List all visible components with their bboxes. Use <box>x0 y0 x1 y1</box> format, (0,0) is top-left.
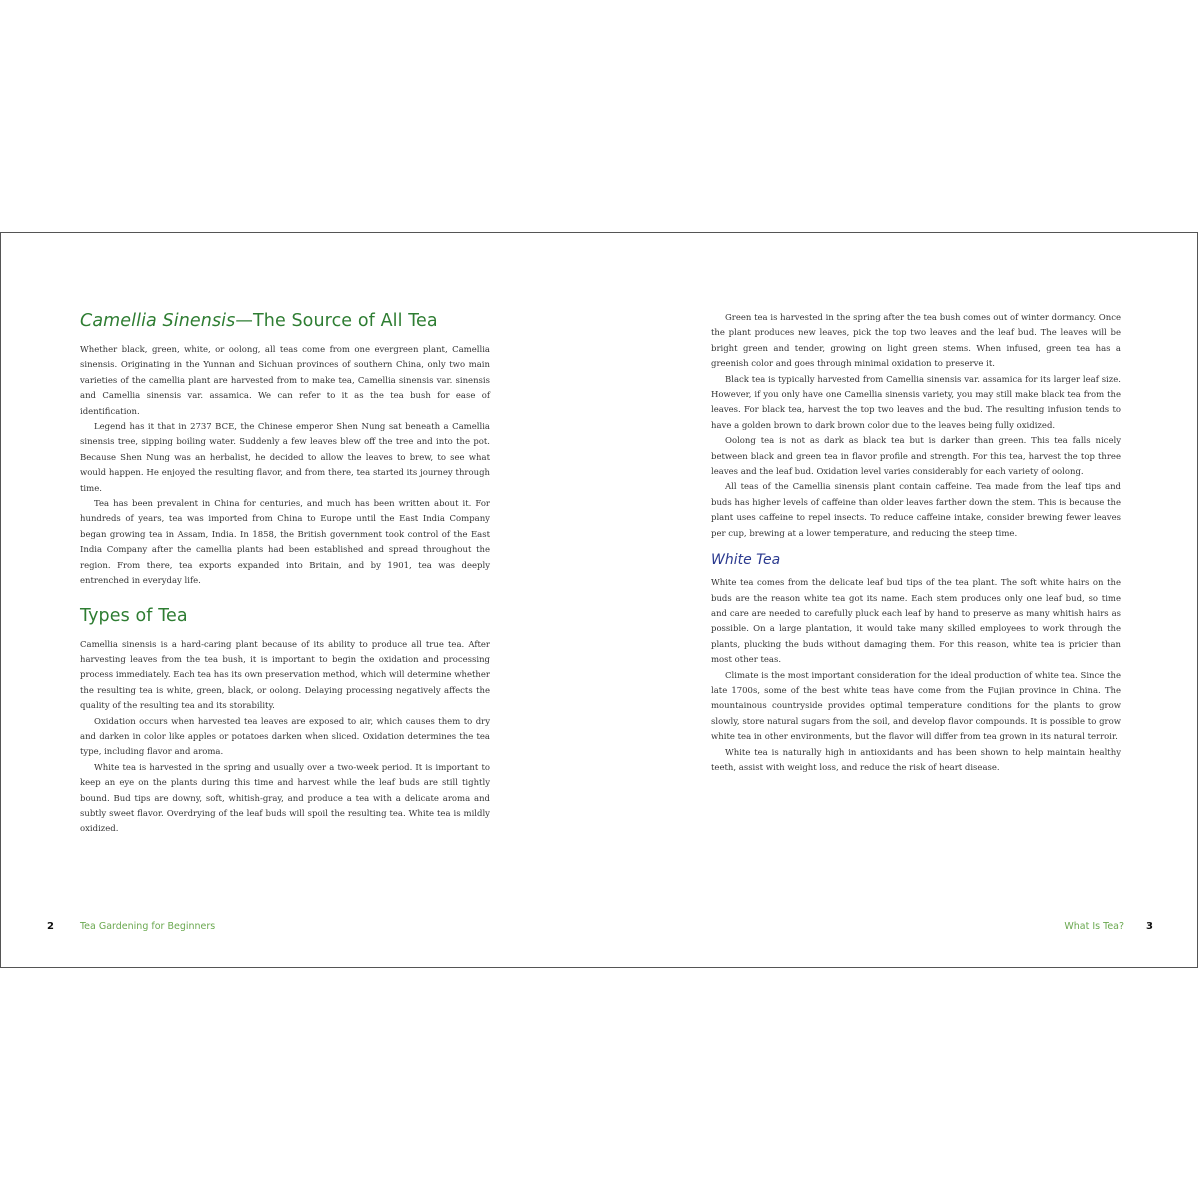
heading-italic-part: Camellia Sinensis <box>80 311 236 331</box>
left-footer <box>47 921 215 932</box>
paragraph: White tea comes from the delicate leaf bud tips of the tea plant. The soft white hairs on the buds are the reason white tea got its name. Each stem produces only one leaf bud, so time and care are needed to carefully pluck each leaf by hand to preserve as many whitish hairs as possible. On a large plantation, it would take many skilled employees to work through the plants, plucking the buds without damaging them. For this reason, white tea is pricier than most other teas. <box>711 578 1121 666</box>
paragraph: All teas of the Camellia sinensis plant contain caffeine. Tea made from the leaf tips and buds has higher levels of caffeine than older leaves farther down the stem. This is because the plant uses caffeine to repel insects. To reduce caffeine intake, consider brewing fewer leaves per cup, brewing at a lower temperature, and reducing the steep time. <box>711 482 1121 539</box>
paragraph: Green tea is harvested in the spring after the tea bush comes out of winter dormancy. Once the plant produces new leaves, pick the top two leaves and the leaf bud. The leaves will be bright green and tender, growing on light green stems. When infused, green tea has a greenish color and goes through minimal oxidation to preserve it. <box>711 313 1121 370</box>
subheading-white-tea: White Tea <box>711 552 781 569</box>
right-page <box>601 233 1198 967</box>
paragraph: Tea has been prevalent in China for centuries, and much has been written about it. For hundreds of years, tea was imported from China to Europe until the East India Company began growing tea in Assam, India. In 1858, the British government took control of the East India Company after the camellia plants had been established and spread throughout the region. From there, tea exports expanded into Britain, and by 1901, tea was deeply entrenched in everyday life. <box>80 499 490 587</box>
paragraph: Oxidation occurs when harvested tea leaves are exposed to air, which causes them to dry and darken in color like apples or potatoes darken when sliced. Oxidation determines the tea type, including flavor and aroma. <box>80 716 490 758</box>
heading-rest-part: —The Source of All Tea <box>235 311 438 331</box>
left-column <box>80 311 490 838</box>
left-page <box>1 233 601 967</box>
right-column <box>711 311 1121 776</box>
heading-camellia-sinensis <box>80 311 490 331</box>
paragraph: White tea is harvested in the spring and usually over a two-week period. It is important to keep an eye on the plants during this time and harvest while the leaf buds are still tightly bound. Bud tips are downy, soft, whitish-gray, and produce a tea with a delicate aroma and subtly sweet flavor. Overdrying of the leaf buds will spoil the resulting tea. White tea is mildly oxidized. <box>80 762 490 835</box>
page-number: 3 <box>1146 921 1153 932</box>
paragraph: White tea is naturally high in antioxidants and has been shown to help maintain healthy teeth, assist with weight loss, and reduce the risk of heart disease. <box>711 747 1121 773</box>
paragraph: Legend has it that in 2737 BCE, the Chinese emperor Shen Nung sat beneath a Camellia sinensis tree, sipping boiling water. Suddenly a few leaves blew off the tree and into the pot. Because Shen Nung was an herbalist, he decided to allow the leaves to brew, to see what would happen. He enjoyed the resulting flavor, and from there, tea started its journey through time. <box>80 422 490 494</box>
paragraph: Black tea is typically harvested from Camellia sinensis var. assamica for its larger leaf size. However, if you only have one Camellia sinensis variety, you may still make black tea from the leaves. For black tea, harvest the top two leaves and the bud. The resulting infusion tends to have a golden brown to dark brown color due to the leaves being fully oxidized. <box>711 374 1121 431</box>
page-number: 2 <box>47 921 54 932</box>
running-head: Tea Gardening for Beginners <box>79 921 216 932</box>
paragraph: Whether black, green, white, or oolong, all teas come from one evergreen plant, Camellia sinensis. Originating in the Yunnan and Sichuan provinces of southern China, only two main varieties of the camellia plant are harvested from to make tea, Camellia sinensis var. sinensis and Camellia sinensis var. assamica. We can refer to it as the tea bush for ease of identification. <box>80 345 490 417</box>
paragraph: Climate is the most important consideration for the ideal production of white tea. Since the late 1700s, some of the best white teas have come from the Fujian province in China. The mountainous countryside provides optimal temperature conditions for the plants to grow slowly, store natural sugars from the soil, and develop flavor compounds. It is possible to grow white tea in other environments, but the flavor will differ from tea grown in its natural terroir. <box>711 670 1121 743</box>
running-head: What Is Tea? <box>1064 921 1125 932</box>
book-spread <box>0 232 1198 968</box>
paragraph: Oolong tea is not as dark as black tea but is darker than green. This tea falls nicely between black and green tea in flavor profile and strength. For this tea, harvest the top three leaves and the leaf bud. Oxidation level varies considerably for each variety of oolong. <box>711 436 1121 478</box>
right-footer <box>1064 921 1153 932</box>
paragraph: Camellia sinensis is a hard-caring plant because of its ability to produce all true tea. After harvesting leaves from the tea bush, it is important to begin the oxidation and processing process immediately. Each tea has its own preservation method, which will determine whether the resulting tea is white, green, black, or oolong. Delaying processing negatively affects the quality of the resulting tea and its storability. <box>80 639 490 712</box>
heading-types-of-tea: Types of Tea <box>80 605 188 626</box>
